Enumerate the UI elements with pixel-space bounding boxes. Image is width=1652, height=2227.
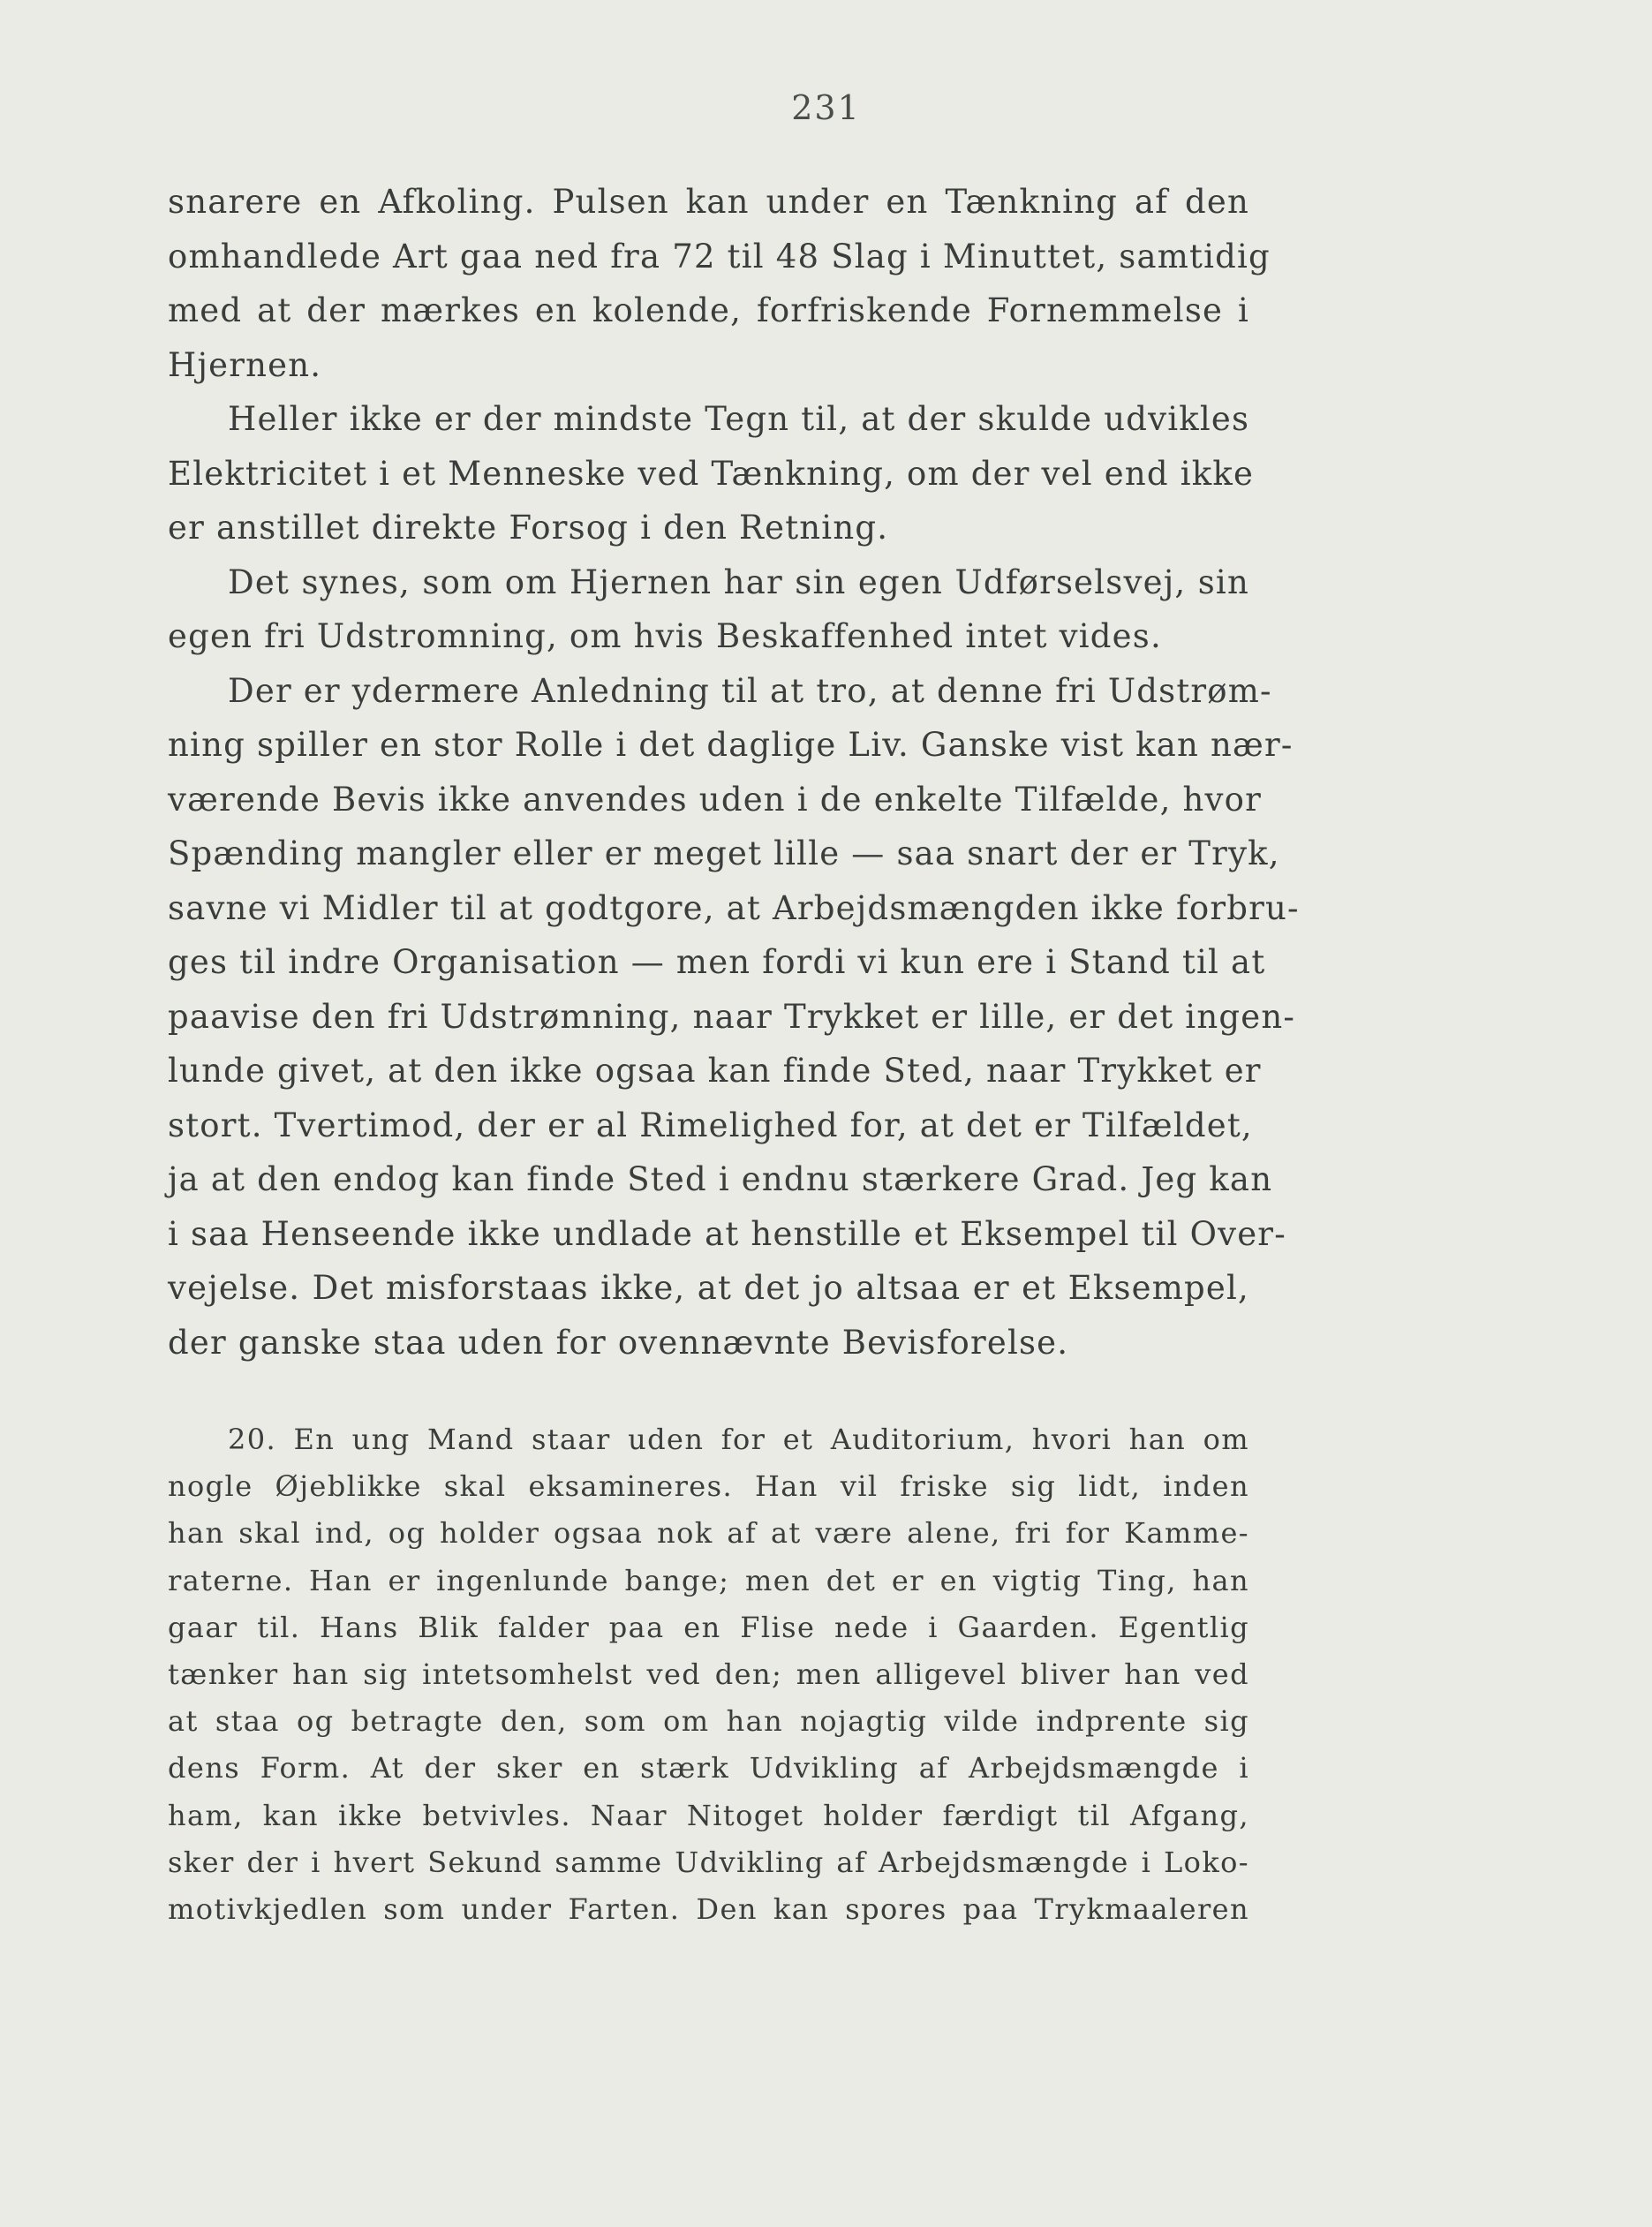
main-text-block — [168, 175, 1300, 1370]
section-line: nogle Øjeblikke skal eksamineres. Han vil friske sig lidt, inden — [168, 1469, 1249, 1504]
text-line: stort. Tvertimod, der er al Rimelighed for, at det er Tilfældet, — [168, 1106, 1253, 1144]
section-line: dens Form. At der sker en stærk Udvikling af Arbejdsmængde i — [168, 1751, 1249, 1785]
section-line: 20. En ung Mand staar uden for et Auditorium, hvori han om — [228, 1423, 1249, 1456]
text-line: Hjernen. — [168, 345, 322, 384]
section-line: ham, kan ikke betvivles. Naar Nitoget holder færdigt til Afgang, — [168, 1798, 1249, 1832]
text-line: Der er ydermere Anledning til at tro, at denne fri Udstrøm- — [228, 671, 1272, 710]
text-line: vejelse. Det misforstaas ikke, at det jo altsaa er et Eksempel, — [168, 1269, 1249, 1307]
text-line: værende Bevis ikke anvendes uden i de enkelte Tilfælde, hvor — [168, 780, 1262, 819]
text-line: Elektricitet i et Menneske ved Tænkning, om der vel end ikke — [168, 454, 1255, 493]
text-line: Heller ikke er der mindste Tegn til, at der skulde udvikles — [228, 400, 1250, 438]
text-line: i saa Henseende ikke undlade at henstille et Eksempel til Over- — [168, 1214, 1286, 1253]
text-line: ja at den endog kan finde Sted i endnu stærkere Grad. Jeg kan — [168, 1160, 1273, 1198]
section-line: at staa og betragte den, som om han nojagtig vilde indprente sig — [168, 1704, 1249, 1739]
page-number: 231 — [791, 88, 861, 127]
text-line: der ganske staa uden for ovennævnte Bevisforelse. — [168, 1323, 1069, 1362]
text-line: Det synes, som om Hjernen har sin egen Udførselsvej, sin — [228, 562, 1249, 601]
section-line: raterne. Han er ingenlunde bange; men det er en vigtig Ting, han — [168, 1563, 1249, 1597]
text-line: snarere en Afkoling. Pulsen kan under en Tænkning af den — [168, 183, 1249, 221]
text-line: er anstillet direkte Forsog i den Retning. — [168, 509, 889, 547]
section-line: tænker han sig intetsomhelst ved den; men alligevel bliver han ved — [168, 1657, 1249, 1692]
text-line: lunde givet, at den ikke ogsaa kan finde Sted, naar Trykket er — [168, 1052, 1262, 1090]
text-line: ning spiller en stor Rolle i det daglige Liv. Ganske vist kan nær- — [168, 726, 1294, 764]
text-line: ges til indre Organisation — men fordi vi kun ere i Stand til at — [168, 943, 1266, 981]
section-20-block — [168, 1416, 1249, 1933]
text-line: egen fri Udstromning, om hvis Beskaffenhed intet vides. — [168, 617, 1162, 655]
section-line: gaar til. Hans Blik falder paa en Flise nede i Gaarden. Egentlig — [168, 1610, 1249, 1644]
section-line: sker der i hvert Sekund samme Udvikling af Arbejdsmængde i Loko- — [168, 1845, 1249, 1879]
section-line: han skal ind, og holder ogsaa nok af at være alene, fri for Kamme- — [168, 1516, 1249, 1551]
section-line: motivkjedlen som under Farten. Den kan spores paa Trykmaaleren — [168, 1892, 1249, 1927]
text-line: Spænding mangler eller er meget lille — saa snart der er Tryk, — [168, 834, 1280, 872]
text-line: paavise den fri Udstrømning, naar Trykket er lille, er det ingen- — [168, 997, 1296, 1036]
text-line: omhandlede Art gaa ned fra 72 til 48 Slag i Minuttet, samtidig — [168, 237, 1271, 276]
text-line: savne vi Midler til at godtgore, at Arbejdsmængden ikke forbru- — [168, 888, 1300, 927]
text-line: med at der mærkes en kolende, forfriskende Fornemmelse i — [168, 291, 1249, 329]
